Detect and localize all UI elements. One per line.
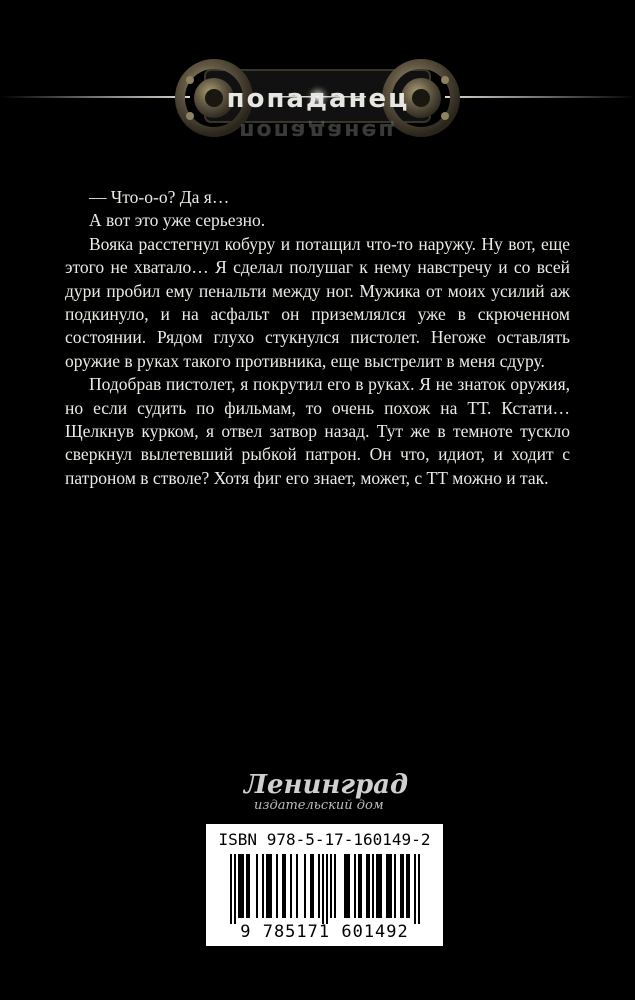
isbn-number: ISBN 978-5-17-160149-2 bbox=[218, 830, 431, 849]
barcode-bar bbox=[418, 854, 420, 924]
publisher-name: Ленинград bbox=[244, 770, 409, 800]
barcode-bar bbox=[368, 854, 370, 918]
barcode-bar bbox=[402, 854, 404, 918]
barcode-bar bbox=[344, 854, 346, 918]
barcode-bar bbox=[318, 854, 320, 918]
barcode-bar bbox=[242, 854, 244, 918]
barcode-bar bbox=[390, 854, 392, 918]
barcode-bar bbox=[360, 854, 362, 918]
barcode-bar bbox=[238, 854, 240, 918]
publisher-subtitle: издательский дом bbox=[254, 798, 384, 813]
excerpt-paragraph: Вояка расстегнул кобуру и потащил что-то наружу. Ну вот, еще этого не хватало… Я сделал полушаг к нему навстречу и со всей дури пробил ему пенальти между ног. Мужика от моих усилий аж подкинуло, и на асфальт он приземлялся уже в скрюченном состоянии. Рядом глухо стукнулся пистолет. Негоже оставлять оружие в руках такого противника, еще выстрелит в меня сдуру. bbox=[65, 233, 570, 371]
barcode-bar bbox=[408, 854, 410, 918]
barcode-bar bbox=[248, 854, 250, 918]
barcode-bar bbox=[380, 854, 382, 918]
excerpt-paragraph: А вот это уже серьезно. bbox=[89, 210, 266, 231]
barcode-bar bbox=[348, 854, 350, 918]
barcode-bar bbox=[358, 854, 360, 918]
barcode-bar bbox=[386, 854, 388, 918]
barcode-bar bbox=[326, 854, 328, 924]
barcode-bar bbox=[276, 854, 278, 918]
barcode-bar bbox=[388, 854, 390, 918]
barcode-bar bbox=[266, 854, 268, 918]
barcode-bar bbox=[284, 854, 286, 918]
series-title-reflection: попаданец bbox=[239, 118, 397, 143]
barcode-bar bbox=[296, 854, 298, 918]
barcode-bar bbox=[414, 854, 416, 924]
publisher-logo bbox=[240, 770, 410, 818]
barcode-bar bbox=[376, 854, 378, 918]
excerpt-paragraph: — Что-о-о? Да я… bbox=[89, 187, 230, 207]
barcode-bar bbox=[406, 854, 408, 918]
barcode-bar bbox=[262, 854, 264, 918]
barcode-bar bbox=[230, 854, 232, 924]
barcode-bar bbox=[330, 854, 332, 918]
barcode-bar bbox=[256, 854, 258, 918]
barcode-bar bbox=[268, 854, 270, 918]
barcode-bar bbox=[240, 854, 242, 918]
barcode-bar bbox=[394, 854, 396, 918]
barcode-bar bbox=[310, 854, 312, 918]
isbn-barcode bbox=[206, 824, 443, 946]
barcode-bar bbox=[312, 854, 314, 918]
barcode-bar bbox=[234, 854, 236, 924]
series-emblem bbox=[0, 40, 635, 150]
series-title: попаданец bbox=[226, 84, 410, 114]
barcode-bar bbox=[290, 854, 292, 918]
barcode-bar bbox=[282, 854, 284, 918]
barcode-bar bbox=[378, 854, 380, 918]
barcode-bar bbox=[334, 854, 336, 918]
barcode-bar bbox=[270, 854, 272, 918]
excerpt-paragraph: Подобрав пистолет, я покрутил его в руках. Я не знаток оружия, но если судить по фильмам, то очень похож на ТТ. Кстати… Щелкнув курком, я отвел затвор назад. Тут же в темноте тускло сверкнул вылетевший рыбкой патрон. Он что, идиот, и ходит с патроном в стволе? Хотя фиг его знает, может, с ТТ можно и так. bbox=[65, 374, 570, 488]
barcode-bar bbox=[366, 854, 368, 918]
excerpt-text bbox=[65, 186, 570, 490]
barcode-bar bbox=[322, 854, 324, 924]
barcode-bar bbox=[246, 854, 248, 918]
barcode-bar bbox=[304, 854, 306, 918]
barcode-bar bbox=[372, 854, 374, 918]
barcode-bar bbox=[400, 854, 402, 918]
barcode-bar bbox=[346, 854, 348, 918]
barcode-bar bbox=[354, 854, 356, 918]
ean-number: 9 785171 601492 bbox=[240, 922, 409, 942]
